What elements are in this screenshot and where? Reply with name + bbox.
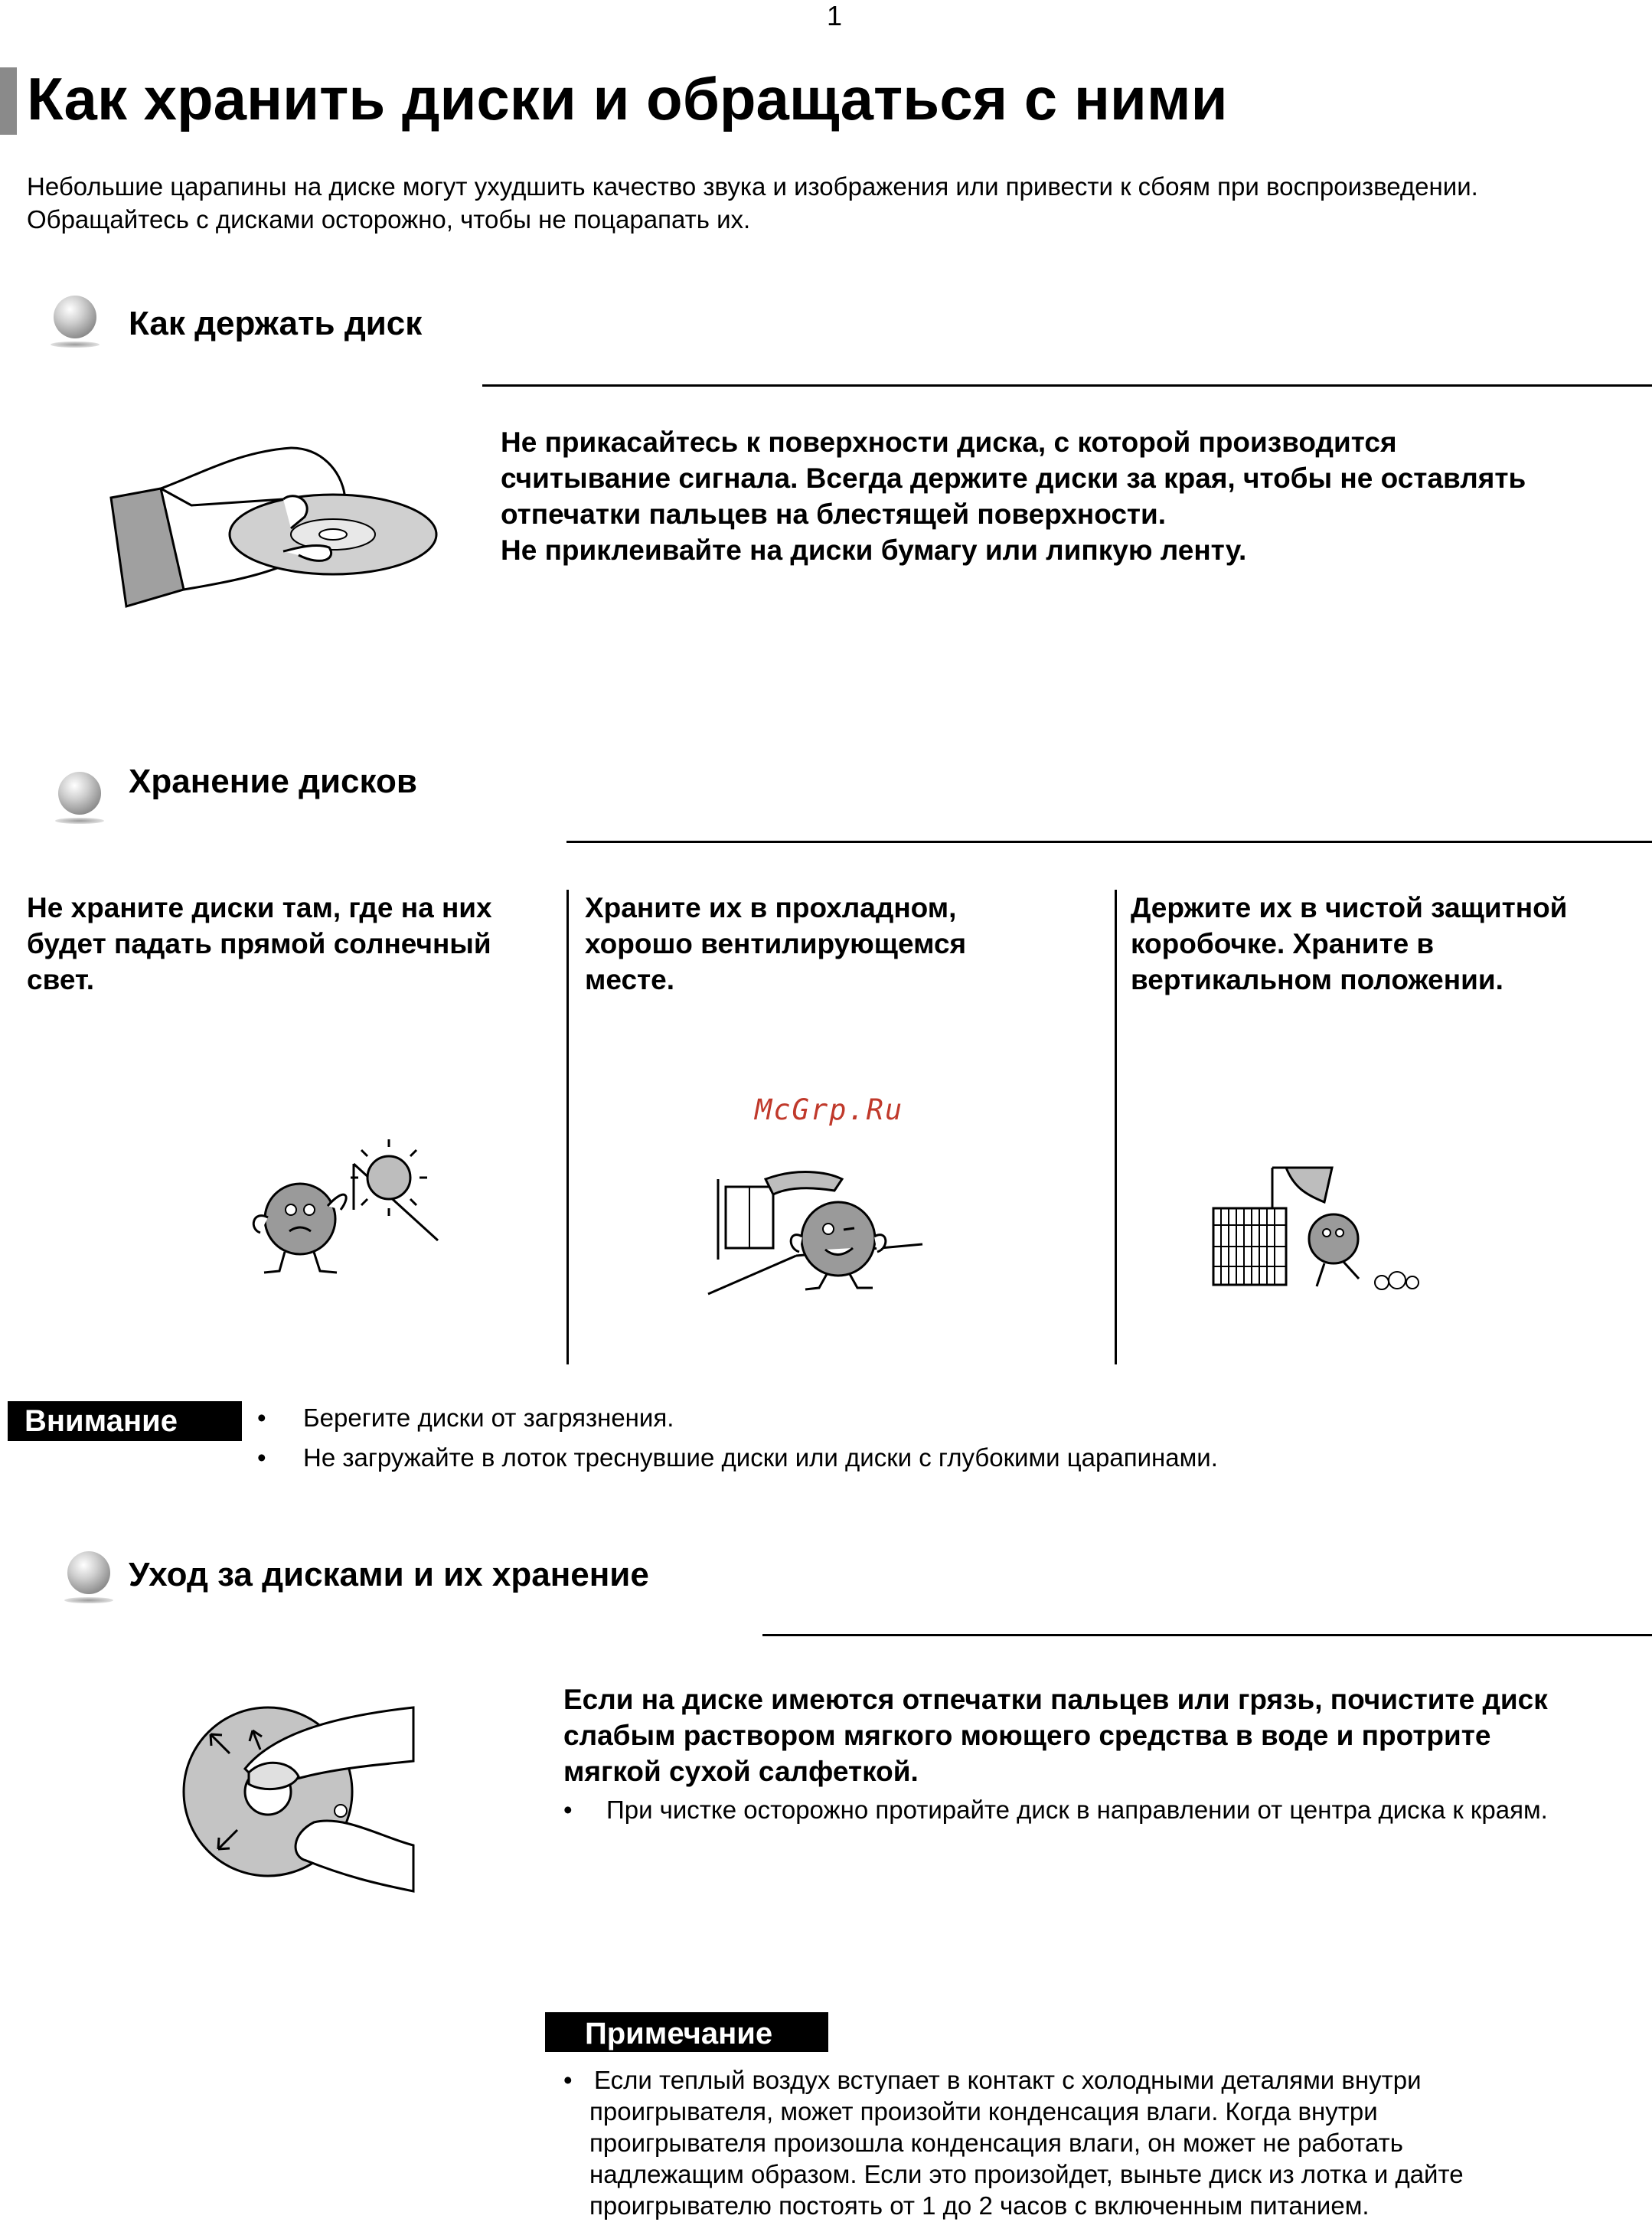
care-instructions: [563, 1681, 1548, 1789]
cool-place-disc-illustration: [704, 1164, 926, 1298]
intro-paragraph: [27, 170, 1634, 236]
hold-line: Не приклеивайте на диски бумагу или липкую ленту.: [501, 534, 1247, 566]
storage-line: Держите их в чистой защитной: [1131, 892, 1568, 923]
note-line: Если теплый воздух вступает в контакт с холодными деталями внутри: [594, 2066, 1422, 2094]
section-bullet-shadow: [64, 1597, 113, 1603]
column-divider: [1115, 890, 1117, 1364]
watermark: McGrp.Ru: [755, 1093, 904, 1126]
storage-line: хорошо вентилирующемся: [585, 928, 967, 959]
section-bullet-shadow: [51, 341, 100, 348]
page-title: Как хранить диски и обращаться с ними: [27, 65, 1228, 132]
section-bullet-shadow: [55, 818, 104, 824]
hold-line: считывание сигнала. Всегда держите диски за края, чтобы не оставлять: [501, 462, 1526, 494]
storage-column-1: [27, 890, 492, 998]
storage-column-3: [1131, 890, 1567, 998]
storage-line: коробочке. Храните в: [1131, 928, 1435, 959]
note-label: Примечание: [545, 2012, 828, 2052]
care-line: Если на диске имеются отпечатки пальцев или грязь, почистите диск: [563, 1684, 1548, 1715]
intro-line: Небольшие царапины на диске могут ухудшить качество звука и изображения или привести к сбоям при воспроизведении.: [27, 172, 1478, 201]
section-heading-storage: Хранение дисков: [129, 763, 417, 800]
list-item: • Берегите диски от загрязнения.: [257, 1398, 1218, 1438]
hold-line: Не прикасайтесь к поверхности диска, с которой производится: [501, 426, 1397, 458]
intro-line: Обращайтесь с дисками осторожно, чтобы не поцарапать их.: [27, 205, 751, 234]
hold-disc-illustration: [107, 444, 444, 609]
note-line: проигрывателя произошла конденсация влаги, он может не работать: [589, 2129, 1403, 2157]
sun-disc-illustration: [237, 1133, 444, 1279]
section-rule: [566, 841, 1652, 843]
section-rule: [482, 384, 1652, 387]
storage-line: вертикальном положении.: [1131, 964, 1503, 995]
storage-line: Не храните диски там, где на них: [27, 892, 492, 923]
note-line: надлежащим образом. Если это произойдет, выньте диск из лотка и дайте: [589, 2160, 1464, 2188]
care-line: слабым раствором мягкого моющего средства в воде и протрите: [563, 1720, 1491, 1751]
note-line: проигрывателю постоять от 1 до 2 часов с включенным питанием.: [589, 2191, 1370, 2220]
section-bullet-icon: [67, 1551, 110, 1594]
caution-label: Внимание: [8, 1401, 242, 1441]
cleaning-disc-illustration: [176, 1684, 421, 1899]
hold-instructions: [501, 424, 1526, 568]
note-line: проигрывателя, может произойти конденсация влаги. Когда внутри: [589, 2097, 1378, 2126]
list-item: • При чистке осторожно протирайте диск в направлении от центра диска к краям.: [563, 1790, 1548, 1830]
page-number: 1: [827, 0, 843, 31]
title-accent-bar: [0, 67, 17, 135]
care-bullet-list: [563, 1790, 1548, 1830]
column-divider: [566, 890, 569, 1364]
section-bullet-icon: [58, 772, 101, 815]
note-text: [563, 2064, 1464, 2221]
section-heading-care: Уход за дисками и их хранение: [129, 1556, 649, 1593]
section-heading-hold: Как держать диск: [129, 305, 423, 342]
storage-line: Храните их в прохладном,: [585, 892, 957, 923]
hold-line: отпечатки пальцев на блестящей поверхности.: [501, 498, 1167, 530]
vertical-storage-illustration: [1210, 1164, 1424, 1298]
storage-column-2: [585, 890, 966, 998]
caution-list: [257, 1398, 1218, 1478]
section-rule: [762, 1634, 1652, 1636]
storage-line: месте.: [585, 964, 675, 995]
storage-line: будет падать прямой солнечный: [27, 928, 491, 959]
care-line: мягкой сухой салфеткой.: [563, 1756, 919, 1787]
section-bullet-icon: [54, 296, 96, 338]
note-bullet-icon: •: [563, 2066, 573, 2094]
storage-line: свет.: [27, 964, 95, 995]
list-item: • Не загружайте в лоток треснувшие диски или диски с глубокими царапинами.: [257, 1438, 1218, 1478]
